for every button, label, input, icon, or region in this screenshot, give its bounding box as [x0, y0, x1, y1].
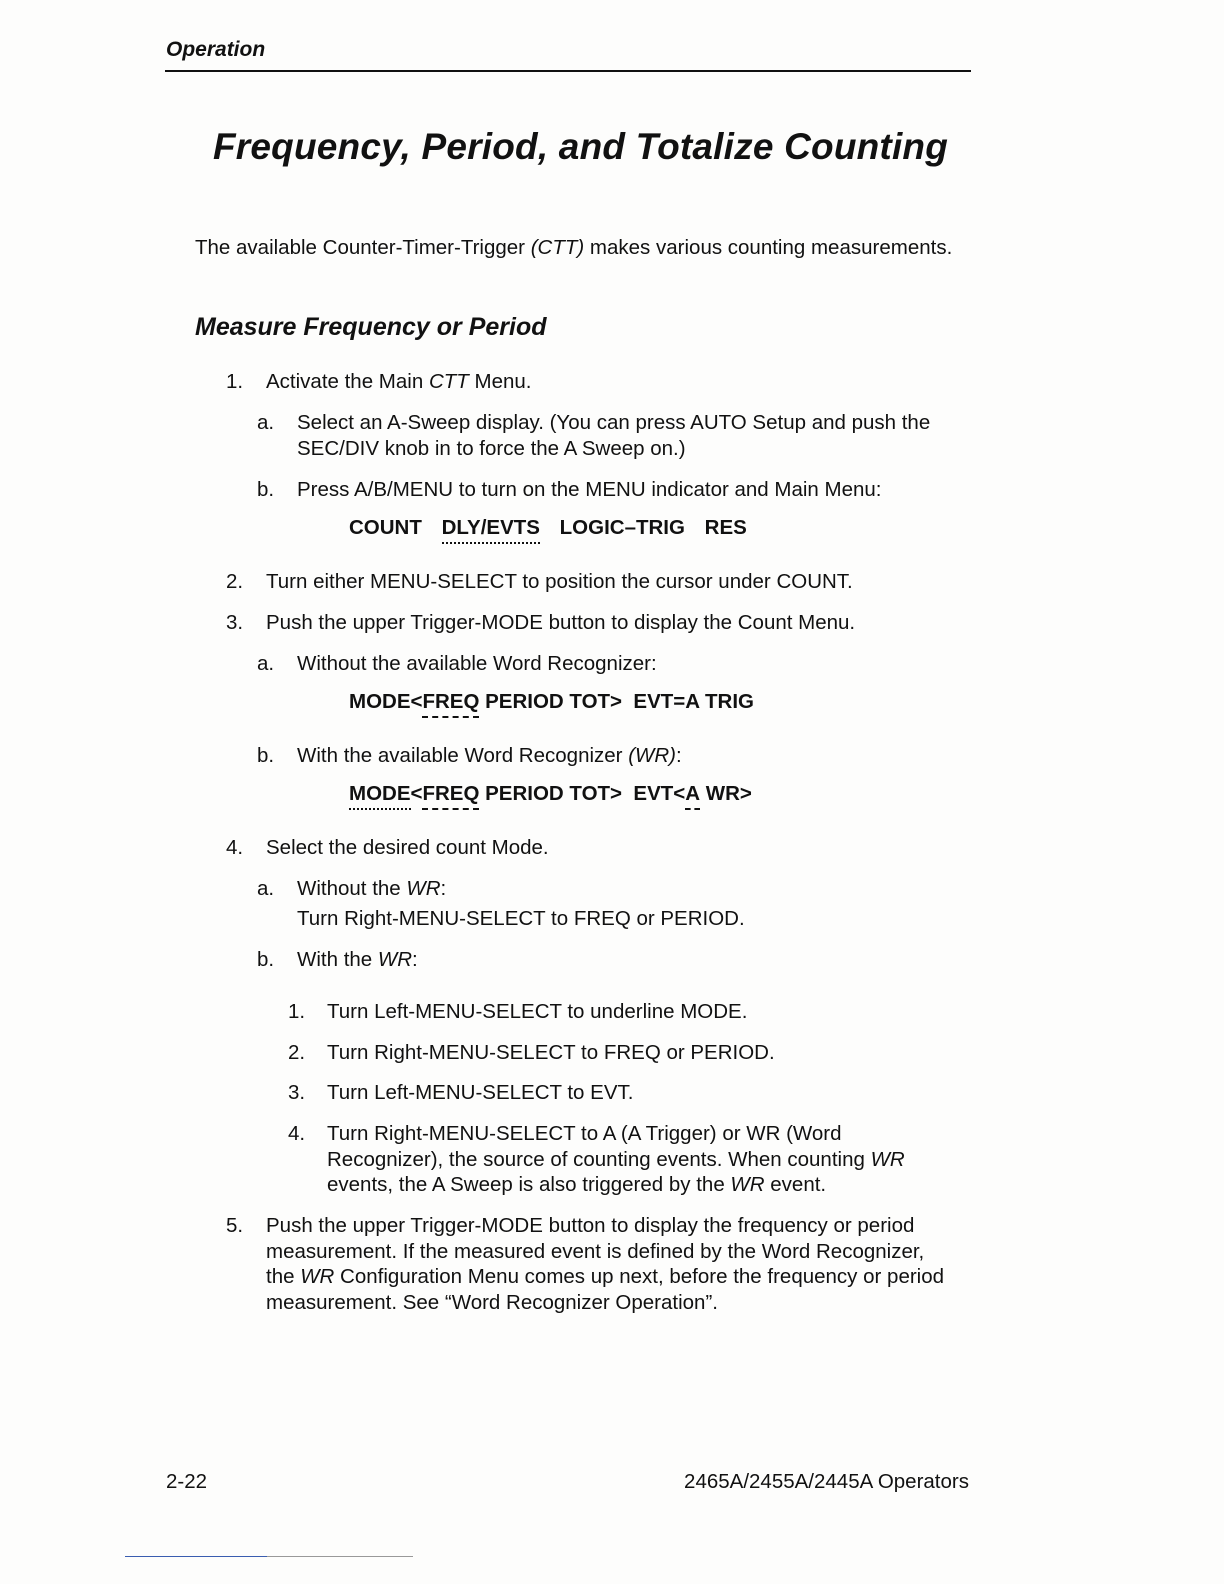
- step-3-text: Push the upper Trigger-MODE button to display the Count Menu.: [266, 611, 856, 634]
- menu-selected-freq: FREQ: [422, 781, 479, 810]
- substep-2-text: Turn Right-MENU-SELECT to FREQ or PERIOD.: [327, 1041, 775, 1064]
- substep-4-text: Turn Right-MENU-SELECT to A (A Trigger) or WR (Word Recognizer), the source of counting events. When counting WR events, the A Sweep is also triggered by the WR event.: [327, 1122, 905, 1196]
- step-4b-text: With the WR:: [297, 948, 418, 971]
- substep-3-number: 3.: [288, 1081, 306, 1104]
- step-5-number: 5.: [226, 1214, 244, 1237]
- step-1-number: 1.: [226, 370, 244, 393]
- section-header: Operation: [166, 38, 266, 61]
- main-menu-display: [349, 515, 747, 544]
- step-4b-label: b.: [257, 948, 275, 971]
- manual-title: 2465A/2455A/2445A Operators: [684, 1470, 969, 1493]
- step-3a-label: a.: [257, 652, 275, 675]
- step-1b-label: b.: [257, 478, 275, 501]
- step-2-text: Turn either MENU-SELECT to position the cursor under COUNT.: [266, 570, 853, 593]
- step-5-text: Push the upper Trigger-MODE button to display the frequency or period measurement. If the measured event is defined by the Word Recognizer, the WR Configuration Menu comes up next, before the frequency or period measurement. See “Word Recognizer Operation”.: [266, 1214, 945, 1314]
- step-2-number: 2.: [226, 570, 244, 593]
- header-rule: [165, 70, 971, 72]
- step-4-text: Select the desired count Mode.: [266, 836, 549, 859]
- substep-1-text: Turn Left-MENU-SELECT to underline MODE.: [327, 1000, 748, 1023]
- step-3b-label: b.: [257, 744, 275, 767]
- intro-paragraph: The available Counter-Timer-Trigger (CTT) makes various counting measurements.: [195, 236, 953, 259]
- scan-edge-line: [125, 1556, 267, 1557]
- menu-item-logic-trig: LOGIC–TRIG: [559, 516, 685, 539]
- count-menu-display-wr: MODE<FREQ PERIOD TOT> EVT<A WR>: [349, 781, 752, 810]
- step-3a-text: Without the available Word Recognizer:: [297, 652, 657, 675]
- step-3b-text: With the available Word Recognizer (WR):: [297, 744, 682, 767]
- step-1a-text: Select an A-Sweep display. (You can press AUTO Setup and push the SEC/DIV knob in to force the A Sweep on.): [297, 411, 931, 460]
- menu-selected-a: A: [685, 781, 700, 810]
- substep-3-text: Turn Left-MENU-SELECT to EVT.: [327, 1081, 634, 1104]
- substep-1-number: 1.: [288, 1000, 306, 1023]
- step-1b-text: Press A/B/MENU to turn on the MENU indicator and Main Menu:: [297, 478, 882, 501]
- section-subheading: Measure Frequency or Period: [195, 313, 547, 341]
- menu-item-count: COUNT: [349, 516, 422, 539]
- step-1-text: Activate the Main CTT Menu.: [266, 370, 532, 393]
- step-4-number: 4.: [226, 836, 244, 859]
- substep-4-number: 4.: [288, 1122, 306, 1145]
- count-menu-display-no-wr: MODE<FREQ PERIOD TOT> EVT=A TRIG: [349, 689, 754, 718]
- substep-2-number: 2.: [288, 1041, 306, 1064]
- step-4a-text: Without the WR:: [297, 877, 447, 900]
- menu-item-res: RES: [704, 516, 747, 539]
- scan-edge-line: [267, 1556, 413, 1557]
- menu-cursor-mode: MODE: [349, 781, 411, 810]
- step-4a-label: a.: [257, 877, 275, 900]
- step-1a-label: a.: [257, 411, 275, 434]
- page-title: Frequency, Period, and Totalize Counting: [213, 126, 949, 167]
- menu-selected-freq: FREQ: [422, 689, 479, 718]
- step-4a-instruction: Turn Right-MENU-SELECT to FREQ or PERIOD.: [297, 907, 745, 930]
- page-number: 2-22: [166, 1470, 208, 1493]
- menu-item-dly-evts: DLY/EVTS: [442, 515, 540, 544]
- step-3-number: 3.: [226, 611, 244, 634]
